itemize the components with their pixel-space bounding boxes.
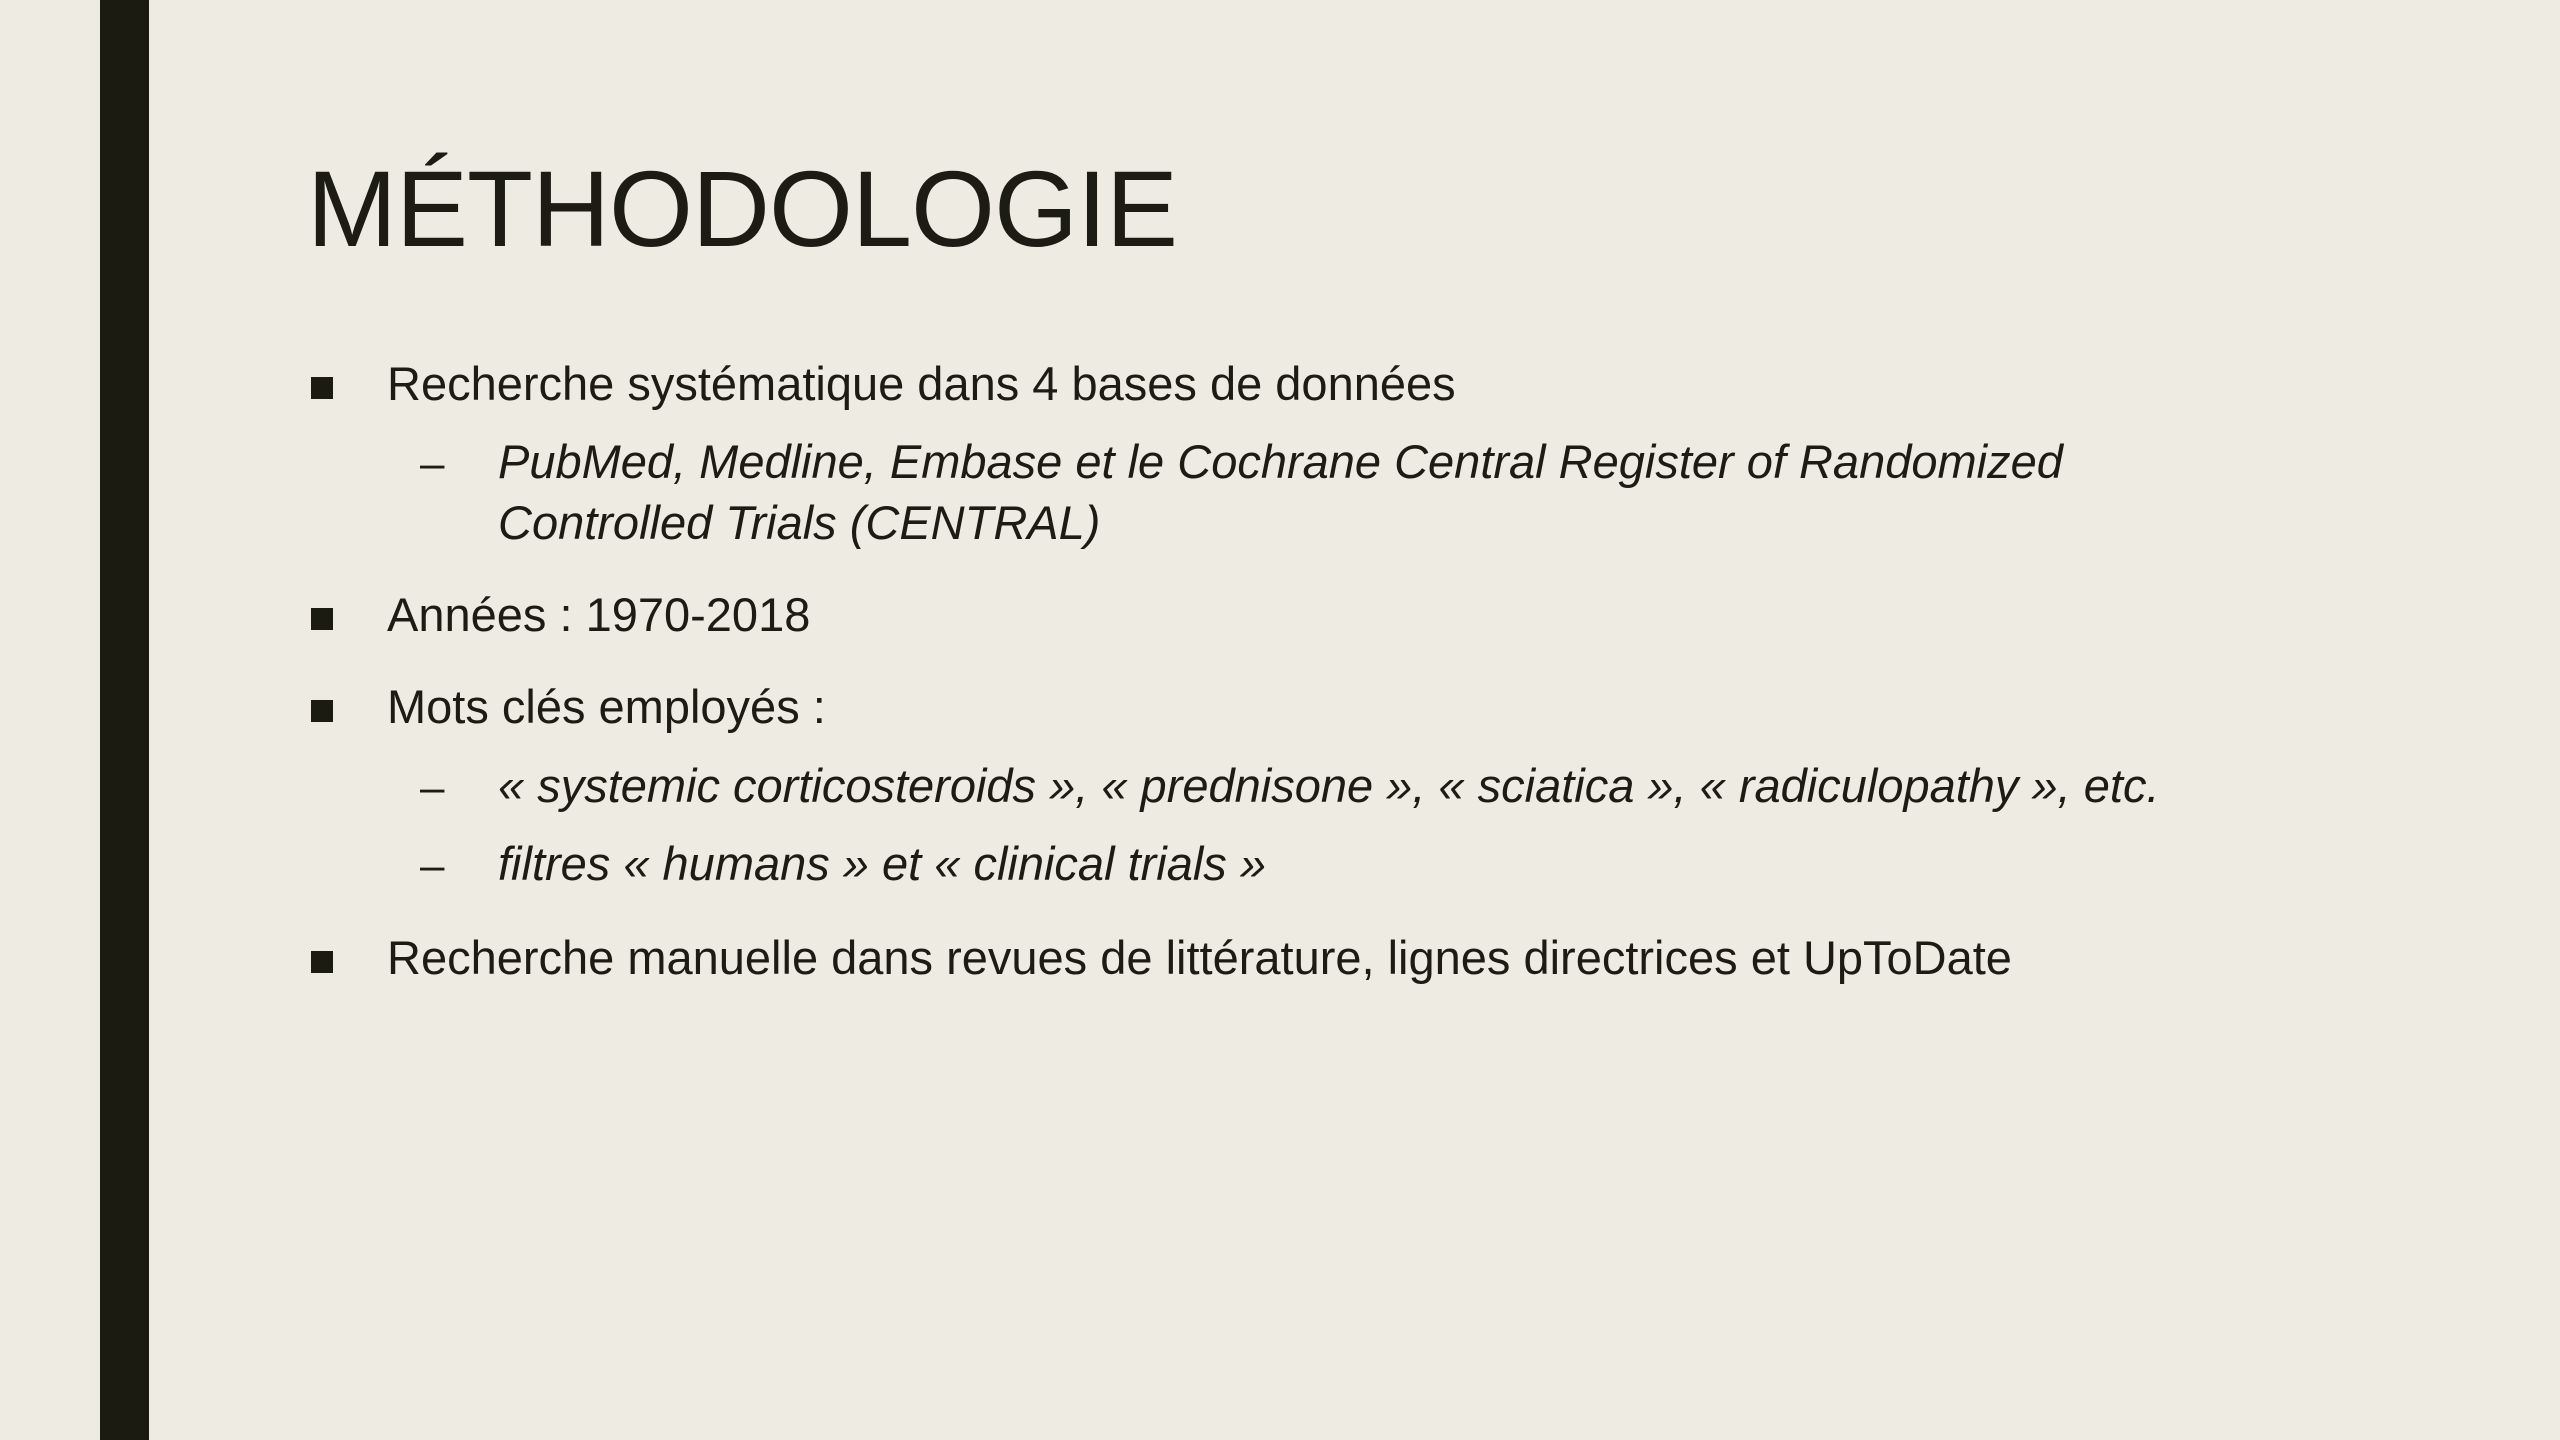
square-bullet-icon [311, 377, 333, 399]
dash-bullet-icon: – [420, 763, 445, 812]
square-bullet-icon [311, 951, 333, 973]
sub-bullet-text: PubMed, Medline, Embase et le Cochrane Central Register of Randomized [498, 435, 2063, 488]
bullet-text: Mots clés employés : [387, 680, 826, 733]
dash-bullet-icon: – [420, 841, 445, 890]
bullet-text: Recherche systématique dans 4 bases de données [387, 357, 1456, 410]
dash-bullet-icon: – [420, 439, 445, 488]
square-bullet-icon [311, 700, 333, 722]
bullet-text: Recherche manuelle dans revues de littérature, lignes directrices et UpToDate [387, 931, 2012, 984]
slide-title: MÉTHODOLOGIE [307, 148, 1178, 269]
bullet-text: Années : 1970-2018 [387, 588, 811, 641]
sub-bullet-text: filtres « humans » et « clinical trials » [498, 837, 1266, 890]
square-bullet-icon [311, 608, 333, 630]
sub-bullet-text: « systemic corticosteroids », « prednisone », « sciatica », « radiculopathy », etc. [498, 759, 2160, 812]
sub-bullet-text-continued: Controlled Trials (CENTRAL) [498, 496, 1101, 549]
